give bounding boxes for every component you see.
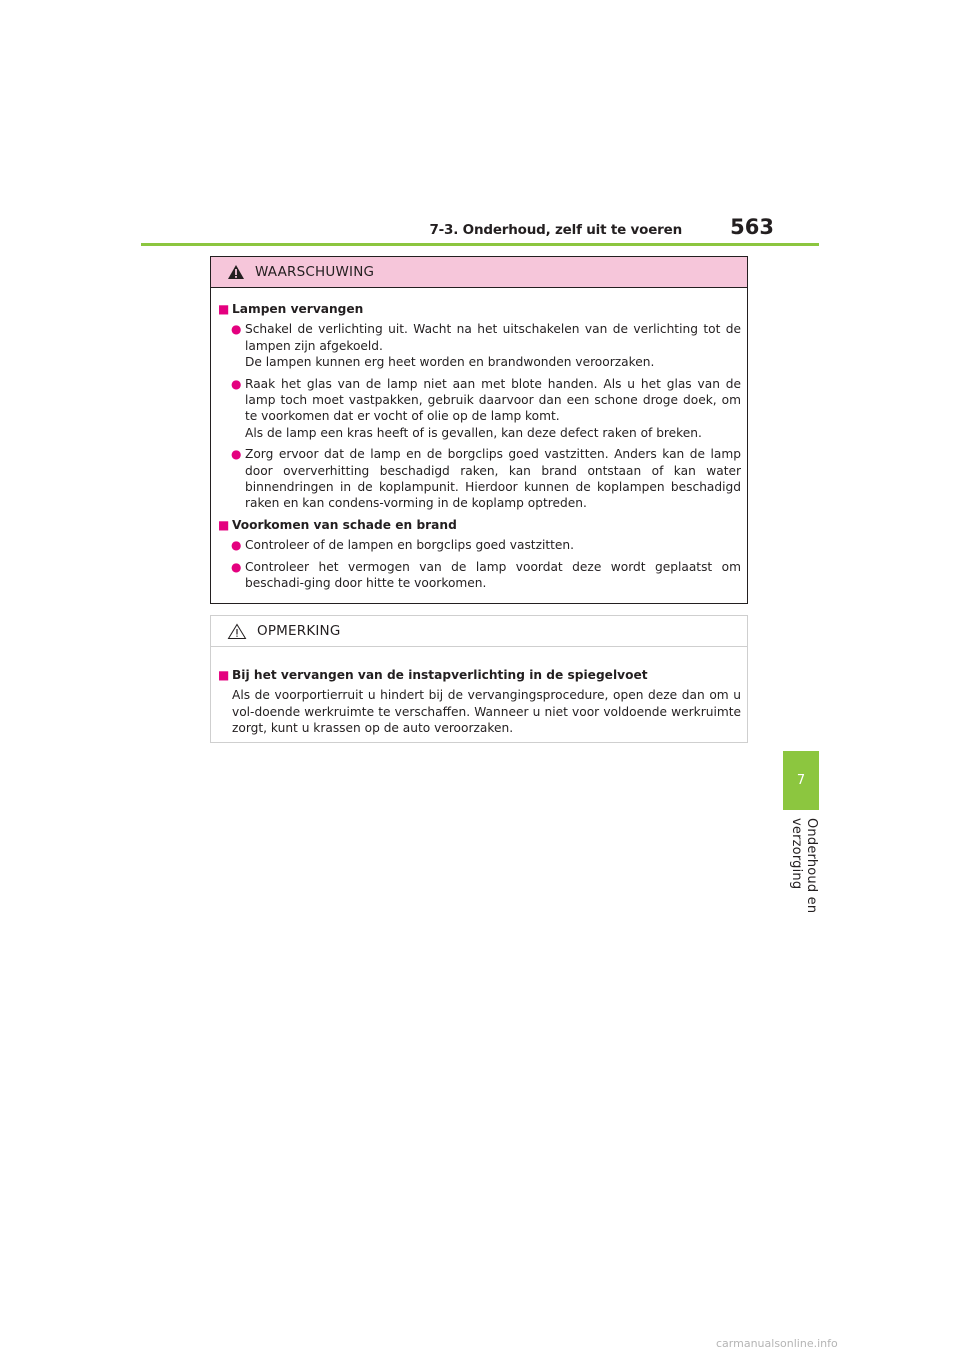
circle-bullet-icon: ● [231,322,242,337]
notice-section-title [218,667,741,683]
warning-section-title [218,301,741,317]
page-number: 563 [730,215,774,239]
caution-triangle-icon [227,623,247,640]
circle-bullet-icon: ● [231,376,242,391]
item-paragraph: Raak het glas van de lamp niet aan met blote handen. Als u het glas van de lamp toch moet vastpakken, gebruik daarvoor dan een schone droge doek, om te voorkomen dat er vocht of olie op de lamp komt. [245,376,741,424]
chapter-tab [783,751,819,810]
item-paragraph: De lampen kunnen erg heet worden en brandwonden veroorzaken. [245,355,655,370]
list-item [231,376,741,442]
square-bullet-icon: ■ [218,668,230,682]
square-bullet-icon: ■ [218,517,230,532]
item-paragraph: Zorg ervoor dat de lamp en de borgclips goed vastzitten. Anders kan de lamp door oververhitting beschadigd raken, kan brand ontstaan of kan water binnendringen in de koplampunit. Hierdoor kunnen de koplampen beschadigd raken en kan condens-vorming in de koplamp optreden. [245,447,741,511]
warning-header [211,257,747,288]
item-paragraph: Controleer of de lampen en borgclips goed vastzitten. [245,538,575,553]
warning-triangle-icon [227,264,245,280]
circle-bullet-icon: ● [231,559,242,574]
notice-label: OPMERKING [257,623,341,639]
chapter-number: 7 [796,773,806,788]
warning-label: WAARSCHUWING [255,264,375,280]
notice-section-title-text: Bij het vervangen van de instapverlichting in de spiegelvoet [232,668,648,682]
notice-text [232,687,741,736]
footer-watermark: carmanualsonline.info [716,1337,838,1350]
item-paragraph: Als de lamp een kras heeft of is gevallen, kan deze defect raken of breken. [245,425,702,440]
chapter-title: Onderhoud en verzorging [789,818,819,914]
list-item [231,559,741,592]
notice-header [211,616,747,647]
square-bullet-icon: ■ [218,302,230,316]
warning-box [210,256,748,604]
warning-section-title-text: Lampen vervangen [232,302,364,316]
notice-body [211,647,747,737]
list-item [231,321,741,370]
item-paragraph: Schakel de verlichting uit. Wacht na het uitschakelen van de verlichting tot de lampen zijn afgekoeld. [245,322,741,353]
notice-paragraph: Als de voorportierruit u hindert bij de vervangingsprocedure, open deze dan om u vol-doende werkruimte te verschaffen. Wanneer u niet voor voldoende werkruimte zorgt, kunt u krassen op de auto veroorzaken. [232,688,741,736]
notice-box [210,615,748,743]
list-item [231,537,741,553]
section-heading: 7-3. Onderhoud, zelf uit te voeren [429,222,682,238]
warning-section-title [218,517,741,533]
circle-bullet-icon: ● [231,447,242,462]
header-rule [141,243,819,246]
warning-section-title-text: Voorkomen van schade en brand [232,517,457,532]
list-item [231,446,741,512]
item-paragraph: Controleer het vermogen van de lamp voordat deze wordt geplaatst om beschadi-ging door hitte te voorkomen. [245,559,741,591]
circle-bullet-icon: ● [231,538,242,553]
warning-body [211,288,747,592]
